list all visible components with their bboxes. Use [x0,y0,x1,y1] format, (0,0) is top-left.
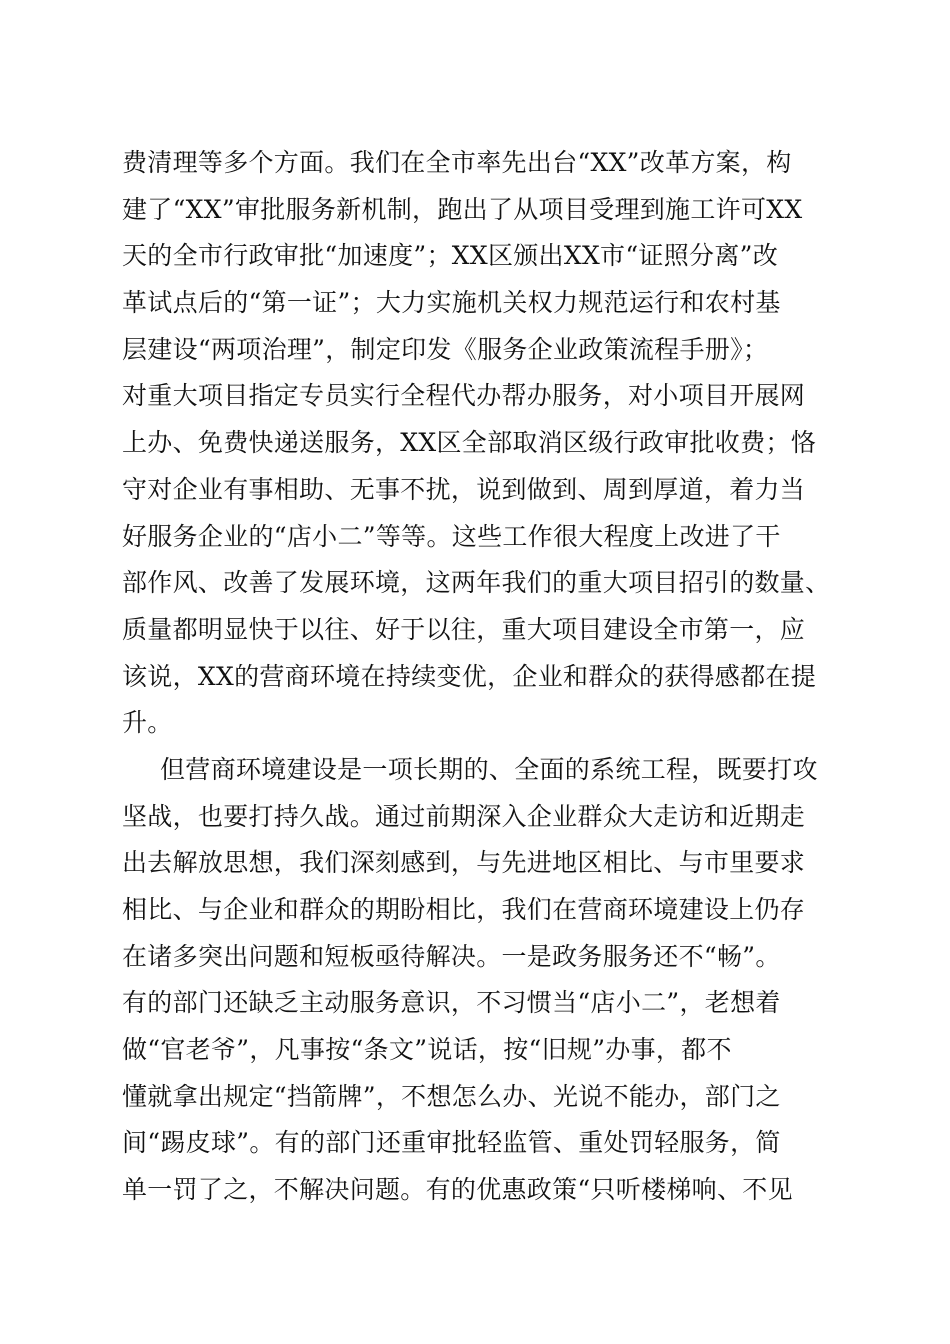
text-line: 建了“XX”审批服务新机制，跑出了从项目受理到施工许可XX [122,194,803,224]
text-line: 上办、免费快递送服务，XX区全部取消区级行政审批收费；恪 [122,428,816,458]
text-line: 坚战，也要打持久战。通过前期深入企业群众大走访和近期走 [122,801,806,831]
text-line: 该说，XX的营商环境在持续变优，企业和群众的获得感都在提 [122,661,816,691]
body-text [122,140,842,1214]
text-line: 对重大项目指定专员实行全程代办帮办服务，对小项目开展网 [122,381,806,411]
text-line: 间“踢皮球”。有的部门还重审批轻监管、重处罚轻服务，简 [122,1128,781,1158]
text-line: 部作风、改善了发展环境，这两年我们的重大项目招引的数量、 [122,568,831,598]
text-line: 天的全市行政审批“加速度”；XX区颁出XX市“证照分离”改 [122,241,779,271]
text-line: 相比、与企业和群众的期盼相比，我们在营商环境建设上仍存 [122,895,806,924]
text-line: 做“官老爷”，凡事按“条文”说话，按“旧规”办事，都不 [122,1035,732,1065]
text-line: 革试点后的“第一证”；大力实施机关权力规范运行和农村基 [122,288,781,318]
text-line: 出去解放思想，我们深刻感到，与先进地区相比、与市里要求 [122,848,806,878]
paragraph-1 [122,140,842,747]
text-line: 升。 [122,708,173,738]
text-line: 单一罚了之，不解决问题。有的优惠政策“只听楼梯响、不见 [122,1175,793,1205]
text-line: 有的部门还缺乏主动服务意识，不习惯当“店小二”，老想着 [122,988,781,1018]
text-line: 质量都明显快于以往、好于以往，重大项目建设全市第一，应 [122,614,806,644]
text-line: 费清理等多个方面。我们在全市率先出台“XX”改革方案，构 [122,148,792,177]
text-line-indented: 但营商环境建设是一项长期的、全面的系统工程，既要打攻 [160,754,818,784]
text-line: 在诸多突出问题和短板亟待解决。一是政务服务还不“畅”。 [122,941,781,971]
text-line: 好服务企业的“店小二”等等。这些工作很大程度上改进了干 [122,521,781,551]
paragraph-2 [122,747,842,1214]
text-line: 守对企业有事相助、无事不扰，说到做到、周到厚道，着力当 [122,474,806,504]
text-line: 懂就拿出规定“挡箭牌”，不想怎么办、光说不能办，部门之 [122,1081,781,1111]
text-line: 层建设“两项治理”，制定印发《服务企业政策流程手册》； [122,334,769,364]
